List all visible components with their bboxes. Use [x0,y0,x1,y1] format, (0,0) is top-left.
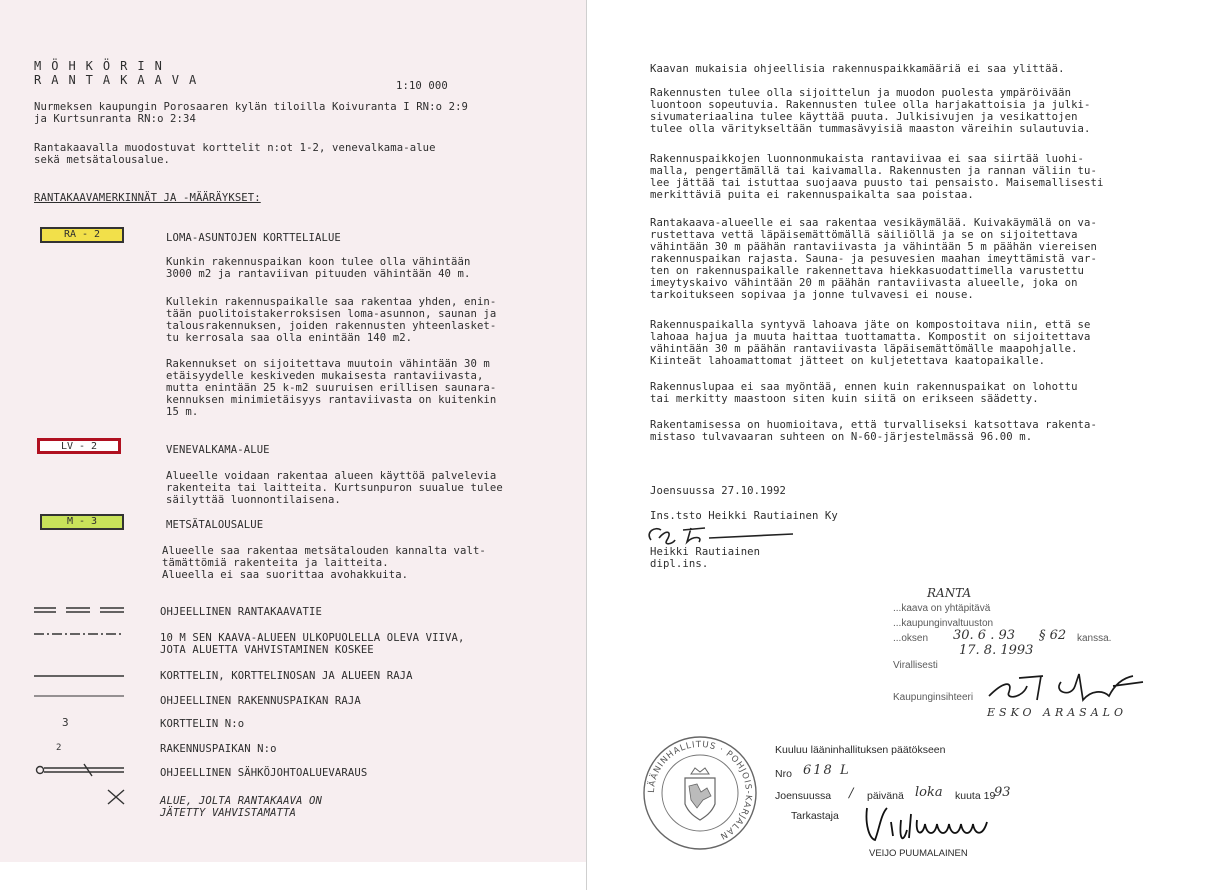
legend-10m-line-2: JOTA ALUETTA VAHVISTAMINEN KOSKEE [160,644,374,656]
checker-signature [859,800,1009,846]
regulation-line: Rakennusten tulee olla sijoittelun ja muodon puolesta ympäröivään [650,87,1072,99]
seal-ring-text: LÄÄNINHALLITUS · POHJOIS-KARJALAN [646,739,754,842]
description-line-1: Rantakaavalla muodostuvat korttelit n:ot 1-2, venevalkama-alue [34,142,436,154]
legend-symbols [34,600,130,820]
legend-10m-line-1: 10 M SEN KAAVA-ALUEEN ULKOPUOLELLA OLEVA VIIVA, [160,632,465,644]
zone-text: Kunkin rakennuspaikan koon tulee olla vähintään [166,256,471,268]
approval-line-3-date: 30. 6 . 93 [953,628,1016,643]
zone-text: Rakennukset on sijoitettava muutoin vähintään 30 m [166,358,490,370]
zone-title-ra2: LOMA-ASUNTOJEN KORTTELIALUE [166,232,341,244]
legend-excluded-2: JÄTETTY VAHVISTAMATTA [160,807,297,819]
map-scale: 1:10 000 [396,80,448,92]
county-seal [641,734,759,852]
county-city: Joensuussa [775,790,832,802]
location-line-2: ja Kurtsunranta RN:o 2:34 [34,113,196,125]
zone-title-m3: METSÄTALOUSALUE [166,519,264,531]
regulation-line: Rakennuslupaa ei saa myöntää, ennen kuin rakennuspaikat on lohottu [650,381,1078,393]
approval-line-2: ...kaupunginvaltuuston [893,618,994,629]
regulation-line: tarkoitukseen sopivaa ja jonne tulvavesi ei nouse. [650,289,974,301]
approval-line-5: Virallisesti [893,660,938,671]
approval-handwritten-note: RANTA [927,586,972,600]
legend-excluded-1: ALUE, JOLTA RANTAKAAVA ON [160,795,322,807]
county-checker-label: Tarkastaja [791,810,839,822]
checker-name: VEIJO PUUMALAINEN [869,848,968,859]
left-page [0,0,586,862]
title-line-2: RANTAKAAVA [34,73,207,87]
regulation-line: vähintään 30 m päähän rantaviivasta ja vähintään 5 m päähän viereisen [650,241,1097,253]
approval-line-1: ...kaava on yhtäpitävä [893,603,991,614]
county-year: 93 [994,785,1011,800]
regulation-line: lee jättää tai istuttaa suojaava puusto tai pensaisto. Maisemallisesti [650,177,1104,189]
zone-text: Alueelle voidaan rakentaa alueen käyttöä palvelevia [166,470,497,482]
legend-plot-number: 2 [56,743,62,753]
legend-block-no: KORTTELIN N:o [160,718,245,730]
approval-line-3b: kanssa. [1077,633,1112,644]
county-month-label: kuuta 19 [955,790,996,802]
zone-text: Kullekin rakennuspaikalle saa rakentaa yhden, enin- [166,296,497,308]
approval-line-4-date: 17. 8. 1993 [959,643,1034,658]
approval-line-3a: ...oksen [893,633,929,644]
zone-badge-m3: M - 3 [40,514,124,530]
zone-text: tu kerrosala saa olla enintään 140 m2. [166,332,413,344]
regulation-line: merkittäviä puita ei rakennuspaikalta saa poistaa. [650,189,974,201]
legend-block-boundary: KORTTELIN, KORTTELINOSAN JA ALUEEN RAJA [160,670,413,682]
county-month: loka [915,785,943,800]
regulation-line: Rakennuspaikalla syntyvä lahoava jäte on kompostoitava niin, että se [650,319,1091,331]
signatory-name: Heikki Rautiainen [650,546,761,558]
zone-text: tämättömiä rakenteita ja laitteita. [162,557,389,569]
secretary-name: ESKO ARASALO [987,706,1127,719]
zone-title-lv2: VENEVALKAMA-ALUE [166,444,270,456]
description-line-2: sekä metsätalousalue. [34,154,171,166]
legend-road: OHJEELLINEN RANTAKAAVATIE [160,606,322,618]
zone-text: talousrakennuksen, joiden rakennusten yhteenlasket- [166,320,497,332]
approval-line-3-section: § 62 [1039,628,1067,643]
zone-text: tään puolitoistakerroksisen loma-asunnon, saunan ja [166,308,497,320]
zone-text: mutta enintään 25 k-m2 suuruisen erillisen saunara- [166,382,497,394]
zone-text: Alueelle saa rakentaa metsätalouden kannalta valt- [162,545,486,557]
regulation-line: Kiinteät lahoamattomat jätteet on kuljetettava kaatopaikalle. [650,355,1046,367]
regulation-line: imeytyskaivo vähintään 20 m päähän rantaviivasta alueelle, joka on [650,277,1078,289]
legend-power-line: OHJEELLINEN SÄHKÖJOHTOALUEVARAUS [160,767,368,779]
place-date: Joensuussa 27.10.1992 [650,485,787,497]
county-nro-label: Nro [775,768,792,780]
zone-text: rakenteita tai laitteita. Kurtsunpuron suualue tulee [166,482,503,494]
zone-text: etäisyydelle keskiveden mukaisesta rantaviivasta, [166,370,484,382]
legend-plot-no: RAKENNUSPAIKAN N:o [160,743,277,755]
regulation-line: Rakennuspaikkojen luonnonmukaista rantaviivaa ei saa siirtää luohi- [650,153,1085,165]
regulation-line: vähintään 30 m päähän rantaviivasta läpäisemättömälle maapohjalle. [650,343,1078,355]
firm-name: Ins.tsto Heikki Rautiainen Ky [650,510,838,522]
regulation-line: Kaavan mukaisia ohjeellisia rakennuspaikkamääriä ei saa ylittää. [650,63,1065,75]
regulation-line: sivumateriaalina tulee käyttää puuta. Julkisivujen ja vesikattojen [650,111,1078,123]
signatory-title: dipl.ins. [650,558,709,570]
regulation-line: lahoaa hajua ja muuta haittaa tuottamatta. Kompostit on sijoitettava [650,331,1091,343]
legend-plot-boundary: OHJEELLINEN RAKENNUSPAIKAN RAJA [160,695,361,707]
right-page [586,0,1218,890]
county-nro-value: 618 L [803,763,851,778]
regulations-heading: RANTAKAAVAMERKINNÄT JA -MÄÄRÄYKSET: [34,192,261,204]
regulation-line: Rakentamisessa on huomioitava, että turvalliseksi katsottava rakenta- [650,419,1097,431]
location-line-1: Nurmeksen kaupungin Porosaaren kylän tiloilla Koivuranta I RN:o 2:9 [34,101,469,113]
county-day-label: päivänä [867,790,904,802]
regulation-line: luontoon sopeutuvia. Rakennusten tulee olla harjakattoisia ja julki- [650,99,1091,111]
regulation-line: Rantakaava-alueelle ei saa rakentaa vesikäymälää. Kuivakäymälä on va- [650,217,1097,229]
county-decision-line: Kuuluu lääninhallituksen päätökseen [775,744,946,756]
regulation-line: rustettava vettä läpäisemättömällä säiliöllä ja se on sijoitettava [650,229,1078,241]
regulation-line: rakennuspaikan rajasta. Sauna- ja pesuvesien maahan imeyttämistä var- [650,253,1097,265]
zone-badge-lv2: LV - 2 [37,438,121,454]
regulation-line: malla, pengertämällä tai kaivamalla. Rakennusten ja rannan väliin tu- [650,165,1097,177]
zone-text: kennuksen minimietäisyys rantaviivasta on kuitenkin [166,394,497,406]
regulation-line: ten on rakennuspaikalle rakennettava hiekkasuodattimella varustettu [650,265,1085,277]
regulation-line: mistaso tulvavaaran suhteen on N-60-järjestelmässä 96.00 m. [650,431,1033,443]
regulation-line: tai merkitty maastoon siten kuin siitä on erikseen säädetty. [650,393,1039,405]
zone-text: Alueella ei saa suorittaa avohakkuita. [162,569,409,581]
zone-text: 3000 m2 ja rantaviivan pituuden vähintään 40 m. [166,268,471,280]
regulation-line: tulee olla väritykseltään tummasävyisiä maaston väreihin sulautuvia. [650,123,1091,135]
county-day-slash: / [849,786,854,801]
legend-block-number: 3 [62,716,69,729]
secretary-label: Kaupunginsihteeri [893,692,974,703]
zone-text: 15 m. [166,406,199,418]
title-line-1: MÖHKÖRIN [34,59,172,73]
zone-badge-ra2: RA - 2 [40,227,124,243]
zone-text: säilyttää luonnontilaisena. [166,494,341,506]
